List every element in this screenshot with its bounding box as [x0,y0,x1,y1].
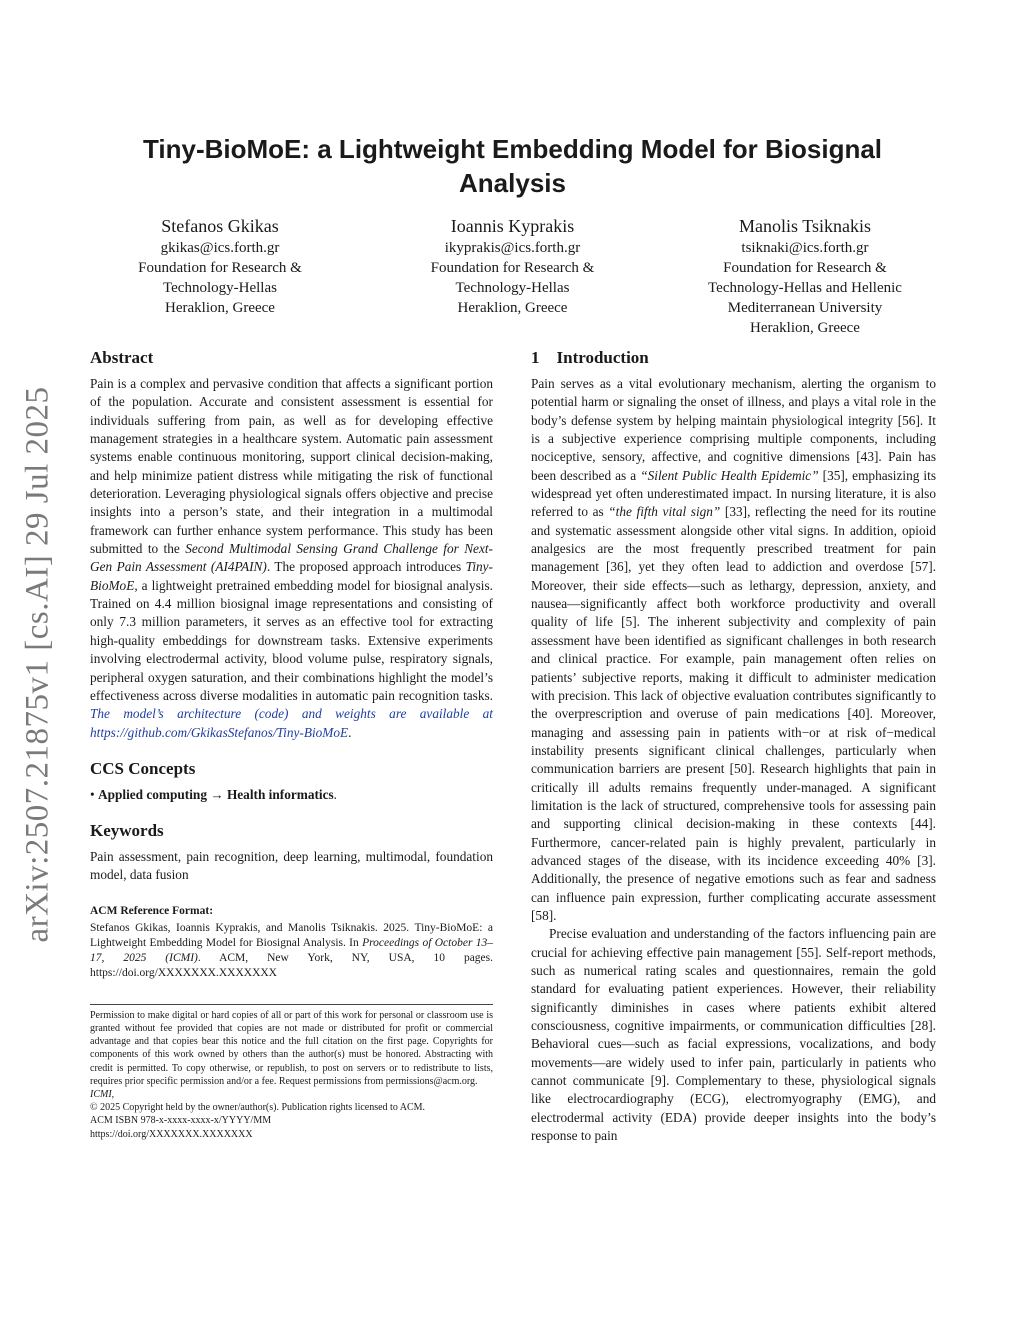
intro-paragraph-2: Precise evaluation and understanding of the factors influencing pain are crucial for achieving effective pain management [55]. Self-report methods, such as numerical rating scales and questionnaires, remain the gold standard for evaluating patient experiences. However, their reliability significantly diminishes in cases where patients exhibit altered consciousness, cognitive impairments, or communication difficulties [28]. Behavioral cues—such as facial expressions, vocalizations, and body movements—are widely used to infer pain, particularly in patients who cannot communicate [9]. Complementary to these, physiological signals like electrocardiography (ECG), electromyography (EMG), and electrodermal activity (EDA) provide deeper insights into the body’s response to pain [531,926,936,1144]
author-affiliation: Mediterranean University [727,300,883,316]
author-name: Stefanos Gkikas [161,216,279,236]
arxiv-id-text: arXiv:2507.21875v1 [cs.AI] 29 Jul 2025 [19,385,56,943]
title-line-2: Analysis [459,168,566,198]
arxiv-identifier [12,378,64,950]
ccs-concepts: • Applied computing → Health informatics. [90,786,337,802]
model-name: Tiny-BioMoE [90,559,493,593]
abstract-heading: Abstract [90,348,154,367]
isbn-line: ACM ISBN 978-x-xxxx-xxxx-x/YYYY/MM [90,1115,272,1127]
permission-venue: ICMI, [90,1088,115,1100]
footnote-divider [90,1004,493,1005]
ccs-heading: CCS Concepts [90,758,196,778]
keywords-text: Pain assessment, pain recognition, deep learning, multimodal, foundation model, data fusion [90,848,493,883]
right-column [531,347,936,1145]
author-email: tsiknaki@ics.forth.gr [741,240,869,256]
author-1 [90,214,350,338]
arrow-icon: → [210,786,224,802]
acm-reference-heading: ACM Reference Format: [90,904,214,917]
author-location: Heraklion, Greece [165,300,275,316]
author-affiliation: Technology-Hellas [455,280,570,296]
author-affiliation: Technology-Hellas and Hellenic [708,280,902,296]
author-location: Heraklion, Greece [750,320,860,336]
author-email: ikyprakis@ics.forth.gr [444,240,581,256]
author-2 [383,214,643,338]
abstract-text: Pain is a complex and pervasive condition that affects a significant portion of the population. Accurate and consistent assessment is essential for individuals suffering from pain, as well as for developing effective management strategies in a healthcare system. Automatic pain assessment systems enable continuous monitoring, support clinical decision-making, and help minimize patient distress while mitigating the risk of functional deterioration. Leveraging physiological signals offers objective and precise insights into a person’s state, and their integration in a multimodal framework can further enhance system performance. This study has been submitted to the Second Multimodal Sensing Grand Challenge for Next-Gen Pain Assessment (AI4PAIN). The proposed approach introduces Tiny-BioMoE, a lightweight pretrained embedding model for biosignal analysis. Trained on 4.4 million biosignal image representations and consisting of only 7.3 million parameters, it serves as an effective tool for extracting high-quality embeddings for downstream tasks. Extensive experiments involving electrodermal activity, blood volume pulse, respiratory signals, peripheral oxygen saturation, and their combinations highlight the model’s effectiveness across diverse modalities in automatic pain recognition tasks. The model’s architecture (code) and weights are available at https://github.com/GkikasStefanos/Tiny-BioMoE. [90,376,493,740]
introduction-heading: 1 Introduction [531,348,649,367]
author-affiliation: Technology-Hellas [163,280,277,296]
acm-reference-text: Stefanos Gkikas, Ioannis Kyprakis, and Manolis Tsiknakis. 2025. Tiny-BioMoE: a Lightweight Embedding Model for Biosignal Analysis. In Proceedings of October 13–17, 2025 (ICMI). ACM, New York, NY, USA, 10 pages. https://doi.org/XXXXXXX.XXXXXXX [90,921,493,980]
author-affiliation: Foundation for Research & [430,260,595,276]
author-affiliation: Foundation for Research & [138,260,302,276]
permission-notice [90,1009,493,1141]
author-name: Ioannis Kyprakis [450,216,575,236]
left-column [90,347,493,1141]
doi-line: https://doi.org/XXXXXXX.XXXXXXX [90,1128,253,1140]
author-block [90,214,935,338]
author-affiliation: Foundation for Research & [723,260,887,276]
author-3 [675,214,935,338]
code-link[interactable]: The model’s architecture (code) and weights are available at https://github.com/GkikasStefanos/Tiny-BioMoE [90,706,493,740]
challenge-name: Second Multimodal Sensing Grand Challenge for Next-Gen Pain Assessment (AI4PAIN) [90,541,493,575]
permission-text: Permission to make digital or hard copies of all or part of this work for personal or classroom use is granted without fee provided that copies are not made or distributed for profit or commercial advantage and that copies bear this notice and the full citation on the first page. Copyrights for components of this work owned by others than the author(s) must be honored. Abstracting with credit is permitted. To copy otherwise, or republish, to post on servers or to redistribute to lists, requires prior specific permission and/or a fee. Request permissions from permissions@acm.org. [90,1009,493,1087]
author-name: Manolis Tsiknakis [739,216,871,236]
intro-paragraph-1: Pain serves as a vital evolutionary mechanism, alerting the organism to potential harm or signaling the onset of illness, and plays a vital role in the body’s defense system by helping maintain physiological integrity [56]. It is a subjective experience comprising multiple components, including nociceptive, sensory, affective, and cognitive dimensions [43]. Pain has been described as a “Silent Public Health Epidemic” [35], emphasizing its widespread yet often underestimated impact. In nursing literature, it is also referred to as “the fifth vital sign” [33], reflecting the need for its routine and systematic assessment alongside other vital signs. In addition, opioid analgesics are the most frequently prescribed treatment for pain management [36], yet they often lead to addiction and overdose [57]. Moreover, their side effects—such as lethargy, depression, anxiety, and nausea—significantly affect both workforce productivity and overall quality of life [5]. The inherent subjectivity and complexity of pain assessment have been identified as significant challenges in both research and clinical practice. For example, pain management often relies on patients’ subjective reports, making it difficult to administer medication with precision. This lack of objective evaluation contributes significantly to the overprescription and overuse of pain medications [40]. Moreover, managing and assessing pain in patients with−or at risk of−medical instability presents significant clinical challenges, particularly when communication barriers are present [50]. Research highlights that pain in critically ill adults remains frequently under-managed. A significant limitation is the lack of structured, comprehensive tools for assessing pain and supporting clinical decision-making in these contexts [44]. Furthermore, cancer-related pain is highly prevalent, particularly in advanced stages of the disease, with its incidence exceeding 40% [3]. Additionally, the presence of negative emotions such as fear and sadness can influence pain expression, further complicating accurate assessment [58]. [531,376,936,923]
author-location: Heraklion, Greece [457,300,568,316]
title-line-1: Tiny-BioMoE: a Lightweight Embedding Model for Biosignal [142,134,883,164]
paper-title [90,132,935,200]
keywords-heading: Keywords [90,820,164,840]
author-email: gkikas@ics.forth.gr [160,240,280,256]
copyright-line: © 2025 Copyright held by the owner/author(s). Publication rights licensed to ACM. [90,1102,426,1114]
